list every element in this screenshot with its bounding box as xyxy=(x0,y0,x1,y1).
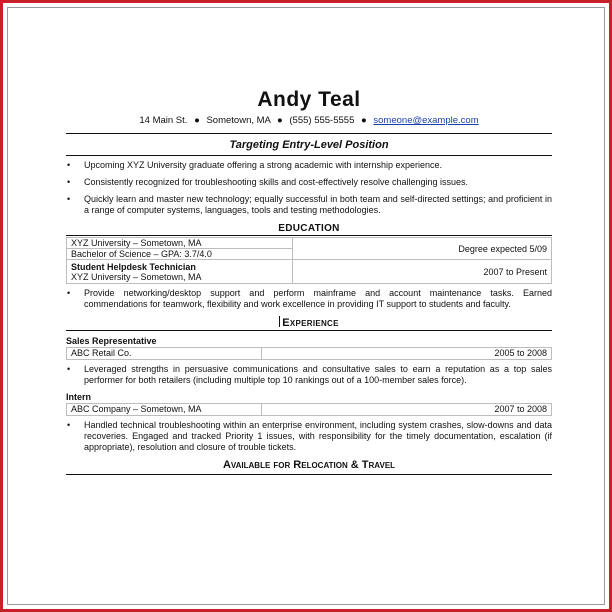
resume-page xyxy=(66,80,552,475)
job-dates: 2007 to 2008 xyxy=(494,404,547,414)
contact-line xyxy=(66,115,552,127)
bullet-icon: • xyxy=(67,177,71,187)
table-cell xyxy=(67,260,293,284)
objective-title: Targeting Entry-Level Position xyxy=(229,139,389,151)
divider xyxy=(66,133,552,134)
school-name: XYZ University – Sometown, MA xyxy=(71,238,202,248)
job-row xyxy=(66,403,552,416)
table-cell xyxy=(67,238,293,249)
divider xyxy=(66,155,552,156)
degree-name: Bachelor of Science – GPA: 3.7/4.0 xyxy=(67,249,293,260)
divider xyxy=(66,235,552,236)
text-cursor xyxy=(279,316,280,327)
objective-list xyxy=(66,160,552,216)
experience-heading xyxy=(66,316,552,330)
list-item xyxy=(66,288,552,310)
list-item xyxy=(66,364,552,386)
job-list xyxy=(66,420,552,453)
list-item xyxy=(66,160,552,171)
table-row xyxy=(67,260,552,284)
position-title: Student Helpdesk Technician xyxy=(71,262,196,272)
list-item-text: Provide networking/desktop support and perform mainframe and account maintenance tasks. Earned commendations for teamwork, flexibility and work excellence in providing IT support to students and faculty. xyxy=(84,288,552,309)
education-heading: EDUCATION xyxy=(278,223,340,234)
phone: (555) 555-5555 xyxy=(289,115,355,126)
experience-heading-text: Experience xyxy=(282,317,339,329)
list-item-text: Leveraged strengths in persuasive communications and consultative sales to earn a reputation as a top sales performer for both retailers (including multiple top 10 rankings out of a 100-member sales force). xyxy=(84,364,552,385)
bullet-icon: • xyxy=(67,364,71,374)
degree-date: Degree expected 5/09 xyxy=(293,238,552,260)
job-dates: 2005 to 2008 xyxy=(494,348,547,358)
city: Sometown, MA xyxy=(206,115,271,126)
bullet-icon: • xyxy=(67,194,71,204)
bullet-separator: ● xyxy=(194,115,200,126)
education-table xyxy=(66,237,552,284)
list-item-text: Upcoming XYZ University graduate offering a strong academic with internship experience. xyxy=(84,160,443,170)
list-item-text: Quickly learn and master new technology; equally successful in both team and self-directed settings; and proficient in a range of computer systems, languages, tools and testing methodologies. xyxy=(84,194,552,215)
job-title: Intern xyxy=(66,392,92,402)
bullet-separator: ● xyxy=(361,115,367,126)
resume-name: Andy Teal xyxy=(257,88,361,111)
divider xyxy=(66,330,552,331)
address: 14 Main St. xyxy=(139,115,188,126)
education-list xyxy=(66,288,552,310)
job-title: Sales Representative xyxy=(66,336,157,346)
divider xyxy=(66,474,552,475)
position-dates: 2007 to Present xyxy=(293,260,552,284)
list-item xyxy=(66,177,552,188)
bullet-icon: • xyxy=(67,160,71,170)
list-item xyxy=(66,194,552,216)
bullet-separator: ● xyxy=(277,115,283,126)
list-item-text: Consistently recognized for troubleshooting skills and cost-effectively resolve challenging issues. xyxy=(84,177,469,187)
list-item xyxy=(66,420,552,453)
company-name: ABC Company – Sometown, MA xyxy=(67,404,262,415)
table-row xyxy=(67,238,552,249)
company-name: ABC Retail Co. xyxy=(67,348,262,359)
bullet-icon: • xyxy=(67,420,71,430)
list-item-text: Handled technical troubleshooting within an enterprise environment, including system crashes, slow-downs and data recoveries. Engaged and tracked Priority 1 issues, with responsibility for the timely documentation, escalation (if appropriate), resolution and closure of trouble tickets. xyxy=(84,420,552,452)
relocation-note: Available for Relocation & Travel xyxy=(222,459,396,471)
bullet-icon: • xyxy=(67,288,71,298)
school-name: XYZ University – Sometown, MA xyxy=(71,272,202,282)
email-link[interactable]: someone@example.com xyxy=(373,115,479,126)
job-row xyxy=(66,347,552,360)
job-list xyxy=(66,364,552,386)
